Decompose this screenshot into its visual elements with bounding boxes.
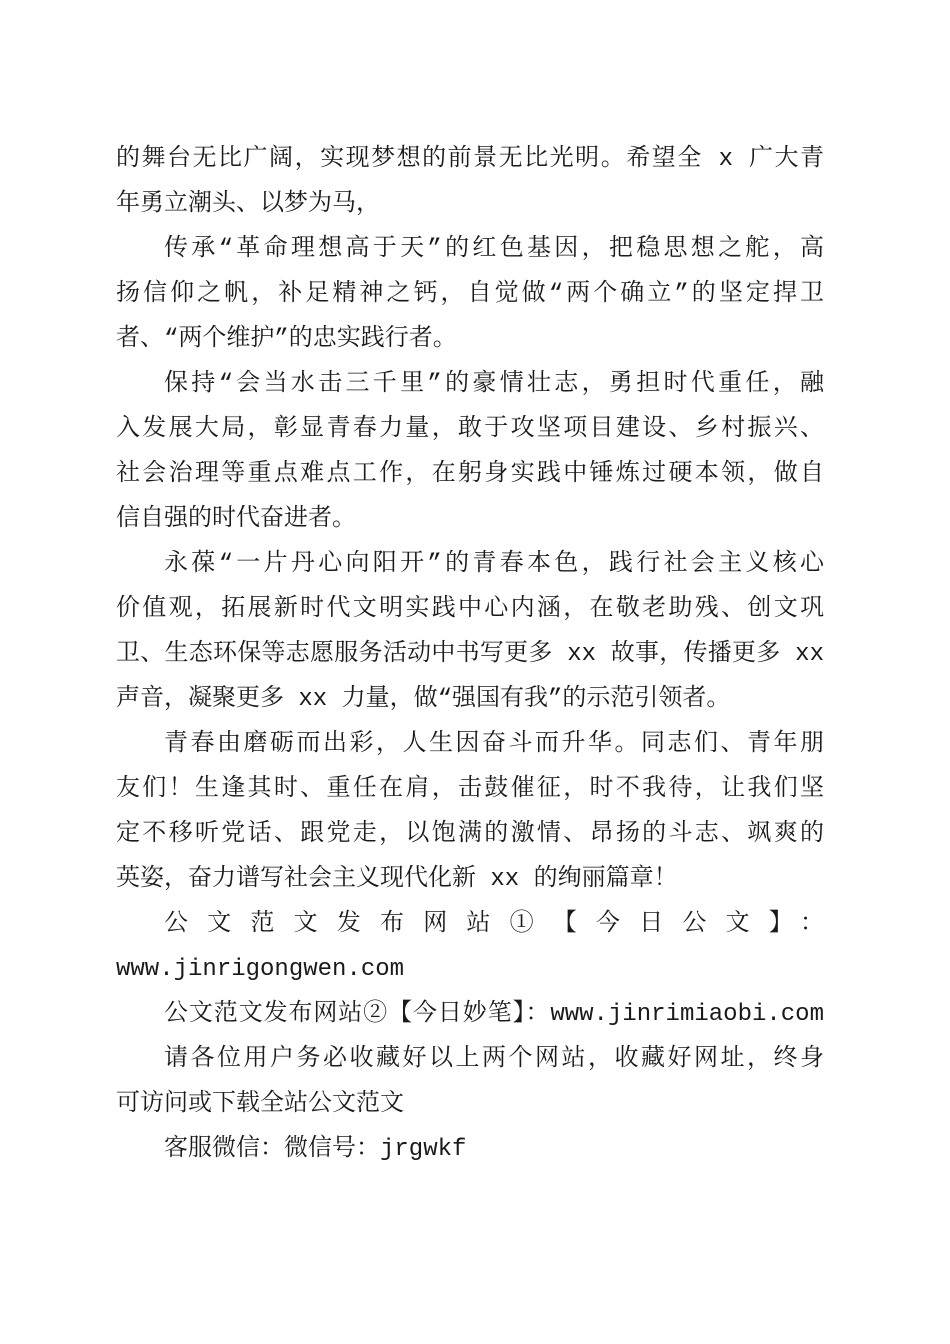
- para-customer-service: [116, 1127, 824, 1172]
- para-conclusion: [116, 722, 824, 902]
- para-website-1: [116, 902, 824, 992]
- text-line: 价值观，拓展新时代文明实践中心内涵，在敬老助残、创文巩: [116, 596, 824, 623]
- text-line: 定不移听党话、跟党走，以饱满的激情、昂扬的斗志、飒爽的: [116, 821, 824, 848]
- text-line: 友们！生逢其时、重任在肩，击鼓催征，时不我待，让我们坚: [116, 776, 824, 803]
- text-line: 公文范文发布网站②【今日妙笔】：www.jinrimiaobi.com: [164, 1001, 824, 1028]
- text-line: 信自强的时代奋进者。: [116, 506, 356, 533]
- text-line: 公文范文发布网站①【今日公文】：: [164, 911, 824, 938]
- para-bookmark-notice: [116, 1037, 824, 1127]
- para-website-2: [116, 992, 824, 1037]
- text-line: 社会治理等重点难点工作，在躬身实践中锤炼过硬本领，做自: [116, 461, 824, 488]
- text-line: 者、“两个维护”的忠实践行者。: [116, 326, 457, 353]
- text-line: 的舞台无比广阔，实现梦想的前景无比光明。希望全 x 广大青: [116, 146, 824, 173]
- text-line: 请各位用户务必收藏好以上两个网站，收藏好网址，终身: [164, 1046, 824, 1073]
- text-line: 入发展大局，彰显青春力量，敢于攻坚项目建设、乡村振兴、: [116, 416, 824, 443]
- text-line: 青春由磨砺而出彩，人生因奋斗而升华。同志们、青年朋: [164, 731, 824, 758]
- text-line: 声音，凝聚更多 xx 力量，做“强国有我”的示范引领者。: [116, 686, 731, 713]
- text-line: 传承“革命理想高于天”的红色基因，把稳思想之舵，高: [164, 236, 824, 263]
- para-heroic-spirit: [116, 362, 824, 542]
- text-line: 永葆“一片丹心向阳开”的青春本色，践行社会主义核心: [164, 551, 824, 578]
- document-body: [116, 137, 824, 1172]
- text-line: 卫、生态环保等志愿服务活动中书写更多 xx 故事，传播更多 xx: [116, 641, 824, 668]
- text-line: 扬信仰之帆，补足精神之钙，自觉做“两个确立”的坚定捍卫: [116, 281, 824, 308]
- para-red-gene: [116, 227, 824, 362]
- text-line: www.jinrigongwen.com: [116, 956, 405, 983]
- text-line: 年勇立潮头、以梦为马，: [116, 191, 380, 218]
- text-line: 保持“会当水击三千里”的豪情壮志，勇担时代重任，融: [164, 371, 824, 398]
- para-youth-color: [116, 542, 824, 722]
- text-line: 英姿，奋力谱写社会主义现代化新 xx 的绚丽篇章！: [116, 866, 678, 893]
- para-broad-stage: [116, 137, 824, 227]
- text-line: 客服微信：微信号：jrgwkf: [164, 1136, 467, 1163]
- text-line: 可访问或下载全站公文范文: [116, 1091, 404, 1118]
